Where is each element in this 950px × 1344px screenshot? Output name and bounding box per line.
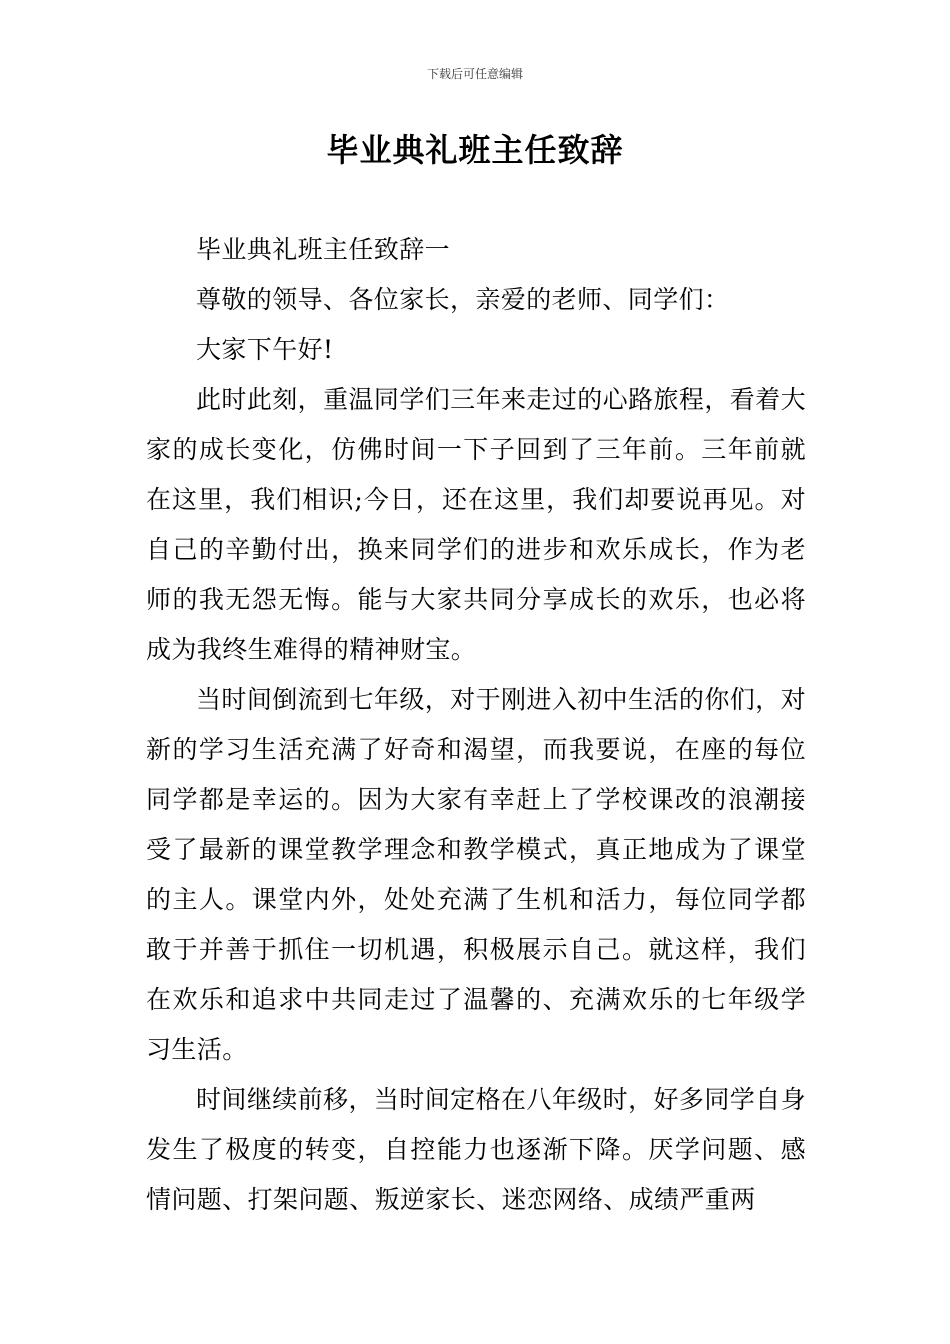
paragraph-salutation: 尊敬的领导、各位家长，亲爱的老师、同学们： <box>196 285 730 314</box>
paragraph-body: 时间继续前移，当时间定格在八年级时，好多同学自身发生了极度的转变，自控能力也逐渐下降。厌学问题、感情问题、打架问题、叛逆家长、迷恋网络、成绩严重两 <box>146 1085 806 1214</box>
header-note: 下载后可任意编辑 <box>426 67 523 81</box>
document-body <box>146 225 806 1225</box>
paragraph-greeting: 大家下午好! <box>196 335 334 364</box>
paragraph-body: 当时间倒流到七年级，对于刚进入初中生活的你们，对新的学习生活充满了好奇和渴望，而我要说，在座的每位同学都是幸运的。因为大家有幸赶上了学校课改的浪潮接受了最新的课堂教学理念和教学模式，真正地成为了课堂的主人。课堂内外，处处充满了生机和活力，每位同学都敢于并善于抓住一切机遇，积极展示自己。就这样，我们在欢乐和追求中共同走过了温馨的、充满欢乐的七年级学习生活。 <box>146 685 806 1064</box>
paragraph-body: 此时此刻，重温同学们三年来走过的心路旅程，看着大家的成长变化，仿佛时间一下子回到了三年前。三年前就在这里，我们相识;今日，还在这里，我们却要说再见。对自己的辛勤付出，换来同学们的进步和欢乐成长，作为老师的我无怨无悔。能与大家共同分享成长的欢乐，也必将成为我终生难得的精神财宝。 <box>146 385 806 664</box>
paragraph-subtitle: 毕业典礼班主任致辞一 <box>196 235 451 264</box>
document-title: 毕业典礼班主任致辞 <box>326 131 624 169</box>
